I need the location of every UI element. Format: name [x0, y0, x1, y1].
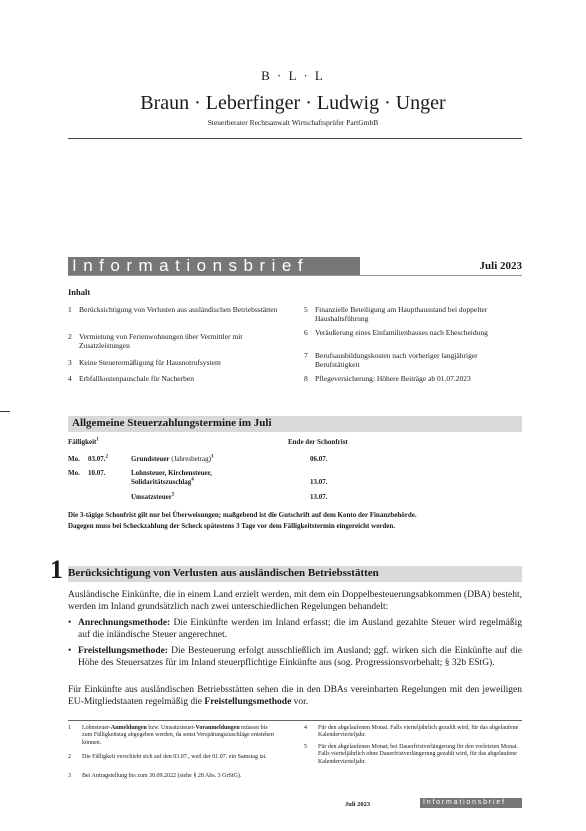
row-grace-end: 06.07.: [310, 455, 328, 463]
footnote-divider: [68, 720, 522, 721]
fold-mark: [0, 411, 10, 412]
toc-item[interactable]: 8 Pflegeversicherung: Höhere Beiträge ab 01.07.2023: [304, 374, 471, 383]
row-tax: Lohnsteuer, Kirchensteuer, Solidaritätszuschlag$^4$: [131, 469, 212, 486]
footnote: 4 Für den abgelaufenen Monat. Falls vierteljährlich gezahlt wird, für das abgelaufene Kalendervierteljahr.: [304, 725, 519, 739]
bullet-item: • Anrechnungsmethode: Die Einkünfte werden im Inland erfasst; die im Ausland gezahlte Steuer wird regelmäßig auf die inländische Steuer angerechnet.: [68, 618, 522, 640]
section-number: 1: [50, 555, 63, 584]
title-divider: [68, 275, 522, 276]
toc-item[interactable]: 5 Finanzielle Beteiligung am Haupthausstand bei doppelter Haushaltsführung: [304, 305, 488, 323]
footnote: 2 Die Fälligkeit verschiebt sich auf den 03.07., weil der 01.07. ein Samstag ist.: [68, 754, 267, 760]
bullet-item: • Freistellungsmethode: Die Besteuerung erfolgt ausschließlich im Ausland; ggf. wirken sich die Einkünfte auf die Höhe des Steuersatzes für im Inland steuerpflichtige Einkünfte aus (sog. Progressionsvorbehalt; § 32b EStG).: [68, 646, 522, 668]
row-grace-end: 13.07.: [310, 478, 328, 486]
row-day: Mo.: [68, 455, 80, 463]
row-tax: Umsatzsteuer$^5$: [131, 492, 175, 501]
grace-period-note: Die 3-tägige Schonfrist gilt nur bei Überweisungen; maßgebend ist die Gutschrift auf dem Konto der Finanzbehörde.: [68, 511, 417, 519]
column-header-grace-end: Ende der Schonfrist: [288, 438, 348, 446]
section-title: Berücksichtigung von Verlusten aus ausländischen Betriebsstätten: [68, 567, 379, 579]
row-tax: Grundsteuer (Jahresbetrag)$^3$: [131, 454, 214, 463]
section-intro: Ausländische Einkünfte, die in einem Land erzielt werden, mit dem ein Doppelbesteuerungsabkommen (DBA) besteht, werden im Inland grundsätzlich nach zwei unterschiedlichen Regelungen behandelt:: [68, 590, 522, 612]
header-divider: [68, 138, 522, 139]
toc-item[interactable]: 2 Vermietung von Ferienwohnungen über Vermittler mit Zusatzleistungen: [68, 332, 243, 350]
toc-item[interactable]: 7 Berufsausbildungskosten nach vorheriger langjähriger Berufstätigkeit: [304, 351, 478, 369]
tax-dates-title: Allgemeine Steuerzahlungstermine im Juli: [72, 417, 272, 429]
newsletter-date: Juli 2023: [479, 260, 522, 272]
cheque-note: Dagegen muss bei Scheckzahlung der Scheck spätestens 3 Tage vor dem Fälligkeitstermin eingereicht werden.: [68, 522, 396, 530]
newsletter-title: Informationsbrief: [68, 257, 360, 275]
toc-item[interactable]: 1 Berücksichtigung von Verlusten aus ausländischen Betriebsstätten: [68, 305, 278, 314]
firm-name: Braun · Leberfinger · Ludwig · Unger: [140, 92, 446, 114]
section-closing: Für Einkünfte aus ausländischen Betriebsstätten sehen die in den DBAs vereinbarten Regelungen mit den jeweiligen EU-Mitgliedstaaten regelmäßig die Freistellungsmethode vor.: [68, 685, 522, 707]
toc-item[interactable]: 3 Keine Steuerermäßigung für Hausnotrufsystem: [68, 358, 221, 367]
footnote: 1 Lohnsteuer-Anmeldungen bzw. Umsatzsteuer-Voranmeldungen müssen bis zum Fälligkeitstag abgegeben werden, da sonst Verspätungszuschläge entstehen können.: [68, 725, 274, 746]
footnote: 3 Bei Antragstellung bis zum 30.09.2022 (siehe § 28 Abs. 3 GrStG).: [68, 773, 242, 779]
footer-date: Juli 2023: [345, 801, 371, 808]
toc-item[interactable]: 4 Erbfallkostenpauschale für Nacherben: [68, 374, 194, 383]
column-header-due: Fälligkeit$^1$: [68, 437, 99, 446]
toc-item[interactable]: 6 Veräußerung eines Einfamilienhauses nach Ehescheidung: [304, 328, 488, 337]
row-date: 10.07.: [88, 469, 106, 477]
row-day: Mo.: [68, 469, 80, 477]
firm-initials: B · L · L: [261, 68, 325, 83]
footnote: 5 Für den abgelaufenen Monat; bei Dauerfristverlängerung für den vorletzten Monat. Falls vierteljährlich ohne Dauerfristverlängerung gezahlt wird, für das abgelaufene Kalendervierteljahr.: [304, 744, 518, 765]
footer-label: Informationsbrief: [420, 798, 522, 808]
row-date: 03.07.$^2$: [88, 454, 108, 463]
toc-heading: Inhalt: [68, 287, 91, 297]
firm-subtitle: Steuerberater Rechtsanwalt Wirtschaftsprüfer PartGmbB: [207, 118, 379, 127]
row-grace-end: 13.07.: [310, 493, 328, 501]
